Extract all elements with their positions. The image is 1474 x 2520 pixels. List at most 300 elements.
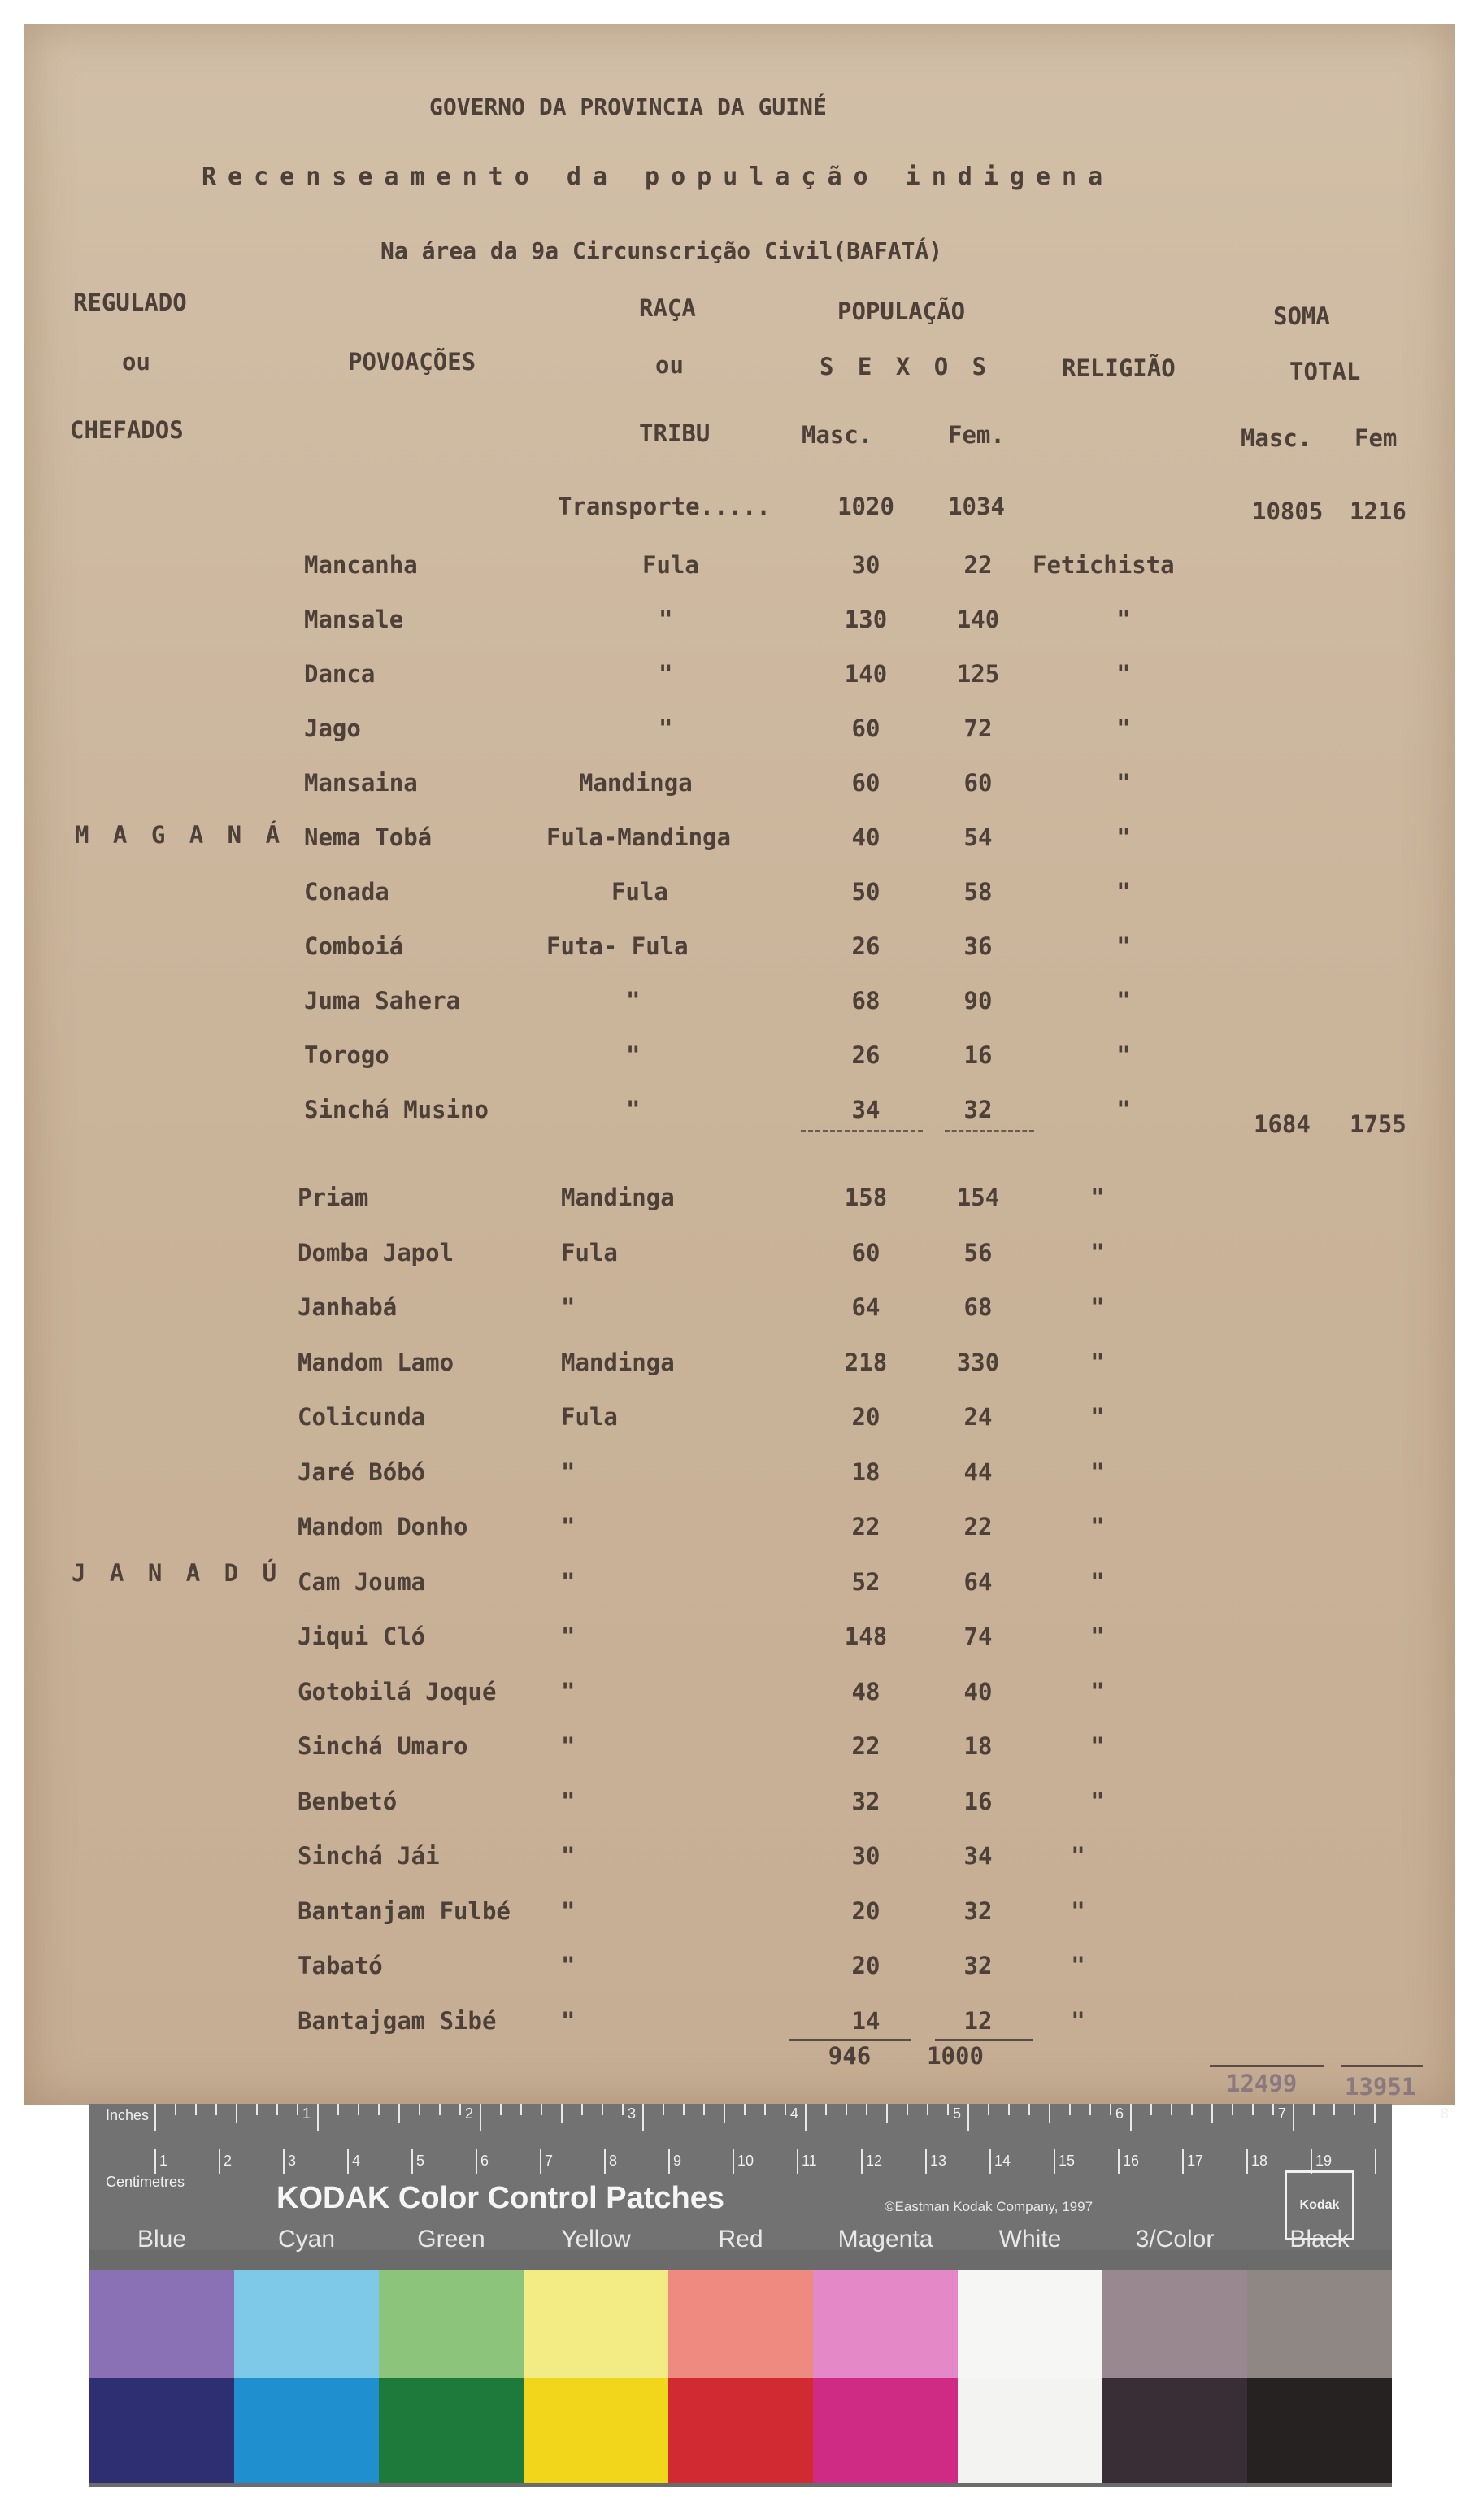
race-tribe: ": [561, 1513, 576, 1540]
male-count: 20: [851, 1952, 880, 1979]
col-raca-3: TRIBU: [639, 419, 711, 447]
color-patch-dark: [524, 2378, 668, 2483]
female-count: 68: [963, 1293, 993, 1321]
village-name: Domba Japol: [298, 1238, 454, 1267]
female-count: 16: [963, 1787, 993, 1815]
village-name: Juma Sahera: [304, 987, 461, 1015]
ruler-tick: [947, 2104, 949, 2115]
col-sexos: S E X O S: [820, 353, 992, 380]
col-regulado-3: CHEFADOS: [70, 416, 184, 444]
col-soma-1: SOMA: [1273, 302, 1330, 330]
female-count: 12: [963, 2006, 993, 2035]
male-count: 26: [851, 1041, 880, 1069]
ruler-tick: [1110, 2104, 1111, 2115]
cm-number: 14: [994, 2153, 1011, 2169]
village-name: Tabató: [298, 1952, 383, 1979]
ruler-tick: [459, 2104, 461, 2115]
patch-label: Green: [417, 2226, 485, 2253]
ruler-tick: [1089, 2104, 1091, 2115]
transport-fem: 1034: [948, 493, 1005, 520]
village-name: Priam: [298, 1184, 369, 1211]
transport-total-fem: 1216: [1350, 497, 1407, 525]
color-patch-light: [958, 2270, 1102, 2378]
race-tribe: ": [626, 1096, 641, 1123]
male-count: 68: [851, 987, 880, 1015]
color-patch-dark: [1247, 2378, 1392, 2483]
village-name: Torogo: [304, 1041, 389, 1069]
male-count: 60: [851, 769, 880, 797]
ruler-tick: [337, 2104, 339, 2115]
kodak-title: KODAK Color Control Patches: [276, 2181, 725, 2215]
race-tribe: ": [659, 660, 673, 688]
religion: ": [1090, 1677, 1105, 1705]
race-tribe: ": [626, 987, 641, 1015]
religion: ": [1090, 1513, 1105, 1540]
race-tribe: ": [561, 1458, 576, 1486]
color-patch-dark: [234, 2378, 379, 2483]
village-name: Jago: [304, 715, 361, 742]
village-name: Gotobilá Joqué: [298, 1677, 497, 1705]
village-name: Sinchá Jái: [298, 1842, 440, 1870]
ruler-tick: [1375, 2149, 1376, 2174]
male-count: 30: [851, 551, 880, 579]
female-count: 125: [956, 660, 1000, 688]
religion: ": [1116, 932, 1131, 960]
race-tribe: Fula: [611, 878, 668, 906]
ruler-tick: [1118, 2149, 1120, 2174]
race-tribe: Fula-Mandinga: [546, 823, 731, 851]
village-name: Cam Jouma: [298, 1567, 426, 1596]
cm-number: 9: [673, 2153, 682, 2169]
male-count: 40: [851, 823, 880, 851]
village-name: Janhabá: [298, 1293, 398, 1321]
ruler-tick: [476, 2149, 477, 2174]
cm-number: 1: [159, 2153, 168, 2169]
ruler-tick: [805, 2104, 807, 2131]
female-count: 32: [963, 1952, 993, 1979]
cm-number: 11: [802, 2153, 817, 2169]
color-patch-light: [1247, 2270, 1392, 2378]
race-tribe: ": [561, 1677, 576, 1705]
race-tribe: ": [561, 1567, 576, 1596]
color-patch-dark: [1102, 2378, 1247, 2483]
female-count: 140: [956, 606, 1000, 633]
ruler-tick: [1054, 2149, 1055, 2174]
ruler-tick: [561, 2104, 563, 2123]
sum-line: [1210, 2065, 1324, 2067]
race-tribe: ": [561, 1623, 576, 1650]
ruler-tick: [927, 2104, 928, 2115]
ruler-tick: [276, 2104, 278, 2115]
ruler-tick: [283, 2149, 285, 2174]
ruler-tick: [668, 2149, 670, 2174]
ruler-tick: [154, 2149, 156, 2174]
female-count: 330: [956, 1348, 1000, 1376]
female-count: 58: [963, 878, 993, 906]
female-count: 36: [963, 932, 993, 960]
ruler-tick: [622, 2104, 624, 2115]
religion: ": [1090, 1403, 1105, 1431]
male-count: 32: [851, 1787, 880, 1815]
header-area: Na área da 9a Circunscrição Civil(BAFATÁ): [380, 237, 943, 264]
inch-number: 7: [1278, 2105, 1287, 2122]
male-count: 60: [851, 715, 880, 742]
village-name: Comboiá: [304, 932, 404, 960]
male-count: 22: [851, 1513, 880, 1540]
color-patch-light: [234, 2270, 379, 2378]
patch-label: Magenta: [837, 2226, 933, 2253]
male-count: 14: [851, 2006, 880, 2035]
inch-number: 3: [628, 2105, 637, 2122]
regulado-janadu: J A N A D Ú: [72, 1559, 282, 1587]
female-count: 16: [963, 1041, 993, 1069]
village-name: Mandom Donho: [298, 1513, 468, 1540]
patch-label: Black: [1289, 2226, 1350, 2253]
ruler-tick: [866, 2104, 867, 2115]
patch-label: Blue: [137, 2226, 187, 2253]
religion: ": [1116, 1096, 1131, 1123]
male-count: 50: [851, 878, 880, 906]
male-count: 22: [851, 1732, 880, 1760]
ruler-tick: [1252, 2104, 1254, 2115]
village-name: Colicunda: [298, 1403, 426, 1431]
cm-number: 5: [416, 2153, 425, 2169]
ruler-tick: [602, 2104, 603, 2115]
col-populacao: POPULAÇÃO: [837, 298, 966, 325]
grand-total-fem: 13951: [1345, 2073, 1416, 2101]
kodak-logo: Kodak: [1285, 2170, 1354, 2240]
transport-label: Transporte.....: [558, 493, 771, 520]
ruler-tick: [785, 2104, 786, 2115]
race-tribe: ": [561, 1897, 576, 1925]
ruler-tick: [500, 2104, 502, 2115]
color-patch-light: [89, 2270, 234, 2378]
ruler-tick: [825, 2104, 827, 2115]
header-government: GOVERNO DA PROVINCIA DA GUINÉ: [429, 93, 827, 120]
ruler-tick: [154, 2104, 156, 2131]
race-tribe: Mandinga: [561, 1348, 675, 1376]
village-name: Conada: [304, 878, 389, 906]
race-tribe: Fula: [561, 1238, 618, 1267]
ruler-tick: [604, 2149, 606, 2174]
sum-line: [789, 2039, 911, 2041]
ruler-tick: [886, 2104, 888, 2123]
ruler-tick: [925, 2149, 927, 2174]
race-tribe: Futa- Fula: [546, 932, 689, 960]
religion: ": [1116, 987, 1131, 1015]
religion: ": [1090, 1293, 1105, 1321]
cm-number: 17: [1187, 2153, 1204, 2169]
sum-line: [1341, 2065, 1423, 2067]
ruler-tick: [642, 2104, 644, 2131]
col-regulado-1: REGULADO: [73, 289, 187, 316]
ruler-tick: [1313, 2104, 1315, 2115]
ruler-tick: [1130, 2104, 1132, 2131]
religion: ": [1071, 1952, 1085, 1979]
janadu-subtotal-masc: 946: [828, 2042, 872, 2070]
inch-number: 6: [1115, 2105, 1124, 2122]
race-tribe: ": [659, 715, 673, 742]
race-tribe: Fula: [642, 551, 699, 579]
female-count: 18: [963, 1732, 993, 1760]
religion: ": [1116, 1041, 1131, 1069]
village-name: Bantanjam Fulbé: [298, 1897, 511, 1925]
inch-number: 8: [1441, 2105, 1450, 2122]
male-count: 60: [851, 1238, 880, 1267]
female-count: 90: [963, 987, 993, 1015]
village-name: Bantajgam Sibé: [298, 2006, 497, 2035]
ruler-tick: [378, 2104, 380, 2115]
magana-total-fem: 1755: [1350, 1110, 1407, 1138]
male-count: 30: [851, 1842, 880, 1870]
village-name: Danca: [304, 660, 376, 688]
village-name: Sinchá Umaro: [298, 1732, 468, 1760]
kodak-color-strip: [89, 2104, 1450, 2487]
ruler-tick: [347, 2149, 349, 2174]
cm-number: 6: [480, 2153, 489, 2169]
ruler-tick: [215, 2104, 217, 2115]
inch-number: 2: [465, 2105, 474, 2122]
religion: ": [1090, 1348, 1105, 1376]
ruler-tick: [1028, 2104, 1030, 2115]
ruler-tick: [398, 2104, 400, 2123]
religion: ": [1116, 606, 1131, 633]
cm-number: 7: [545, 2153, 554, 2169]
male-count: 64: [851, 1293, 880, 1321]
female-count: 22: [963, 551, 993, 579]
female-count: 64: [963, 1567, 993, 1596]
ruler-tick: [419, 2104, 420, 2115]
color-patch-light: [1102, 2270, 1247, 2378]
cm-number: 10: [737, 2153, 754, 2169]
ruler-tick: [1354, 2104, 1355, 2115]
color-patch-dark: [958, 2378, 1102, 2483]
race-tribe: ": [561, 1732, 576, 1760]
ruler-tick: [683, 2104, 685, 2115]
ruler-tick: [195, 2104, 197, 2115]
cm-number: 15: [1059, 2153, 1076, 2169]
col-raca-1: RAÇA: [639, 294, 696, 322]
ruler-tick: [317, 2104, 319, 2131]
race-tribe: ": [561, 1293, 576, 1321]
village-name: Mansaina: [304, 769, 418, 797]
religion: ": [1090, 1238, 1105, 1267]
ruler-tick: [1171, 2104, 1172, 2115]
male-count: 26: [851, 932, 880, 960]
religion: ": [1116, 715, 1131, 742]
village-name: Sinchá Musino: [304, 1096, 489, 1123]
ruler-tick: [967, 2104, 969, 2131]
sum-line: [935, 2039, 1033, 2041]
col-religiao: RELIGIÃO: [1062, 354, 1176, 382]
village-name: Mandom Lamo: [298, 1348, 454, 1376]
col-povoacoes: POVOAÇÕES: [348, 348, 476, 376]
race-tribe: ": [561, 1842, 576, 1870]
color-patch-dark: [813, 2378, 958, 2483]
inches-label: Inches: [106, 2107, 150, 2123]
ruler-tick: [411, 2149, 413, 2174]
village-name: Nema Tobá: [304, 823, 433, 851]
col-soma-2: TOTAL: [1289, 358, 1361, 385]
ruler-tick: [1150, 2104, 1152, 2115]
col-regulado-2: ou: [122, 348, 150, 376]
ruler-tick: [358, 2104, 359, 2115]
race-tribe: ": [561, 2006, 576, 2035]
race-tribe: ": [626, 1041, 641, 1069]
male-count: 48: [851, 1677, 880, 1705]
patch-label: Cyan: [277, 2226, 336, 2253]
race-tribe: Mandinga: [561, 1184, 675, 1211]
female-count: 60: [963, 769, 993, 797]
color-patch-light: [379, 2270, 524, 2378]
ruler-tick: [1008, 2104, 1010, 2115]
ruler-tick: [1049, 2104, 1050, 2123]
header-title: Recenseamento da população indigena: [202, 163, 1115, 191]
patch-label: Yellow: [561, 2226, 631, 2253]
female-count: 40: [963, 1677, 993, 1705]
transport-masc: 1020: [837, 493, 894, 520]
male-count: 148: [844, 1623, 888, 1650]
male-count: 20: [851, 1403, 880, 1431]
ruler-tick: [1333, 2104, 1335, 2115]
cm-number: 2: [224, 2153, 233, 2169]
inch-number: 1: [302, 2105, 311, 2122]
religion: ": [1071, 1842, 1085, 1870]
sum-line: [945, 1130, 1034, 1132]
religion: ": [1116, 878, 1131, 906]
village-name: Mancanha: [304, 551, 418, 579]
religion: ": [1090, 1458, 1105, 1486]
patch-label: Red: [718, 2226, 763, 2253]
cm-number: 12: [866, 2153, 883, 2169]
male-count: 130: [844, 606, 888, 633]
ruler-tick: [256, 2104, 258, 2115]
ruler-tick: [846, 2104, 847, 2115]
color-patch-dark: [379, 2378, 524, 2483]
cm-number: 13: [930, 2153, 947, 2169]
ruler-tick: [1232, 2104, 1233, 2115]
inch-number: 4: [790, 2105, 799, 2122]
race-tribe: ": [561, 1787, 576, 1815]
cm-number: 3: [288, 2153, 297, 2169]
patch-label: 3/Color: [1135, 2226, 1215, 2253]
ruler-tick: [1374, 2104, 1376, 2123]
female-count: 34: [963, 1842, 993, 1870]
ruler-tick: [724, 2104, 725, 2123]
col-soma-masc: Masc.: [1241, 424, 1312, 452]
religion: ": [1090, 1787, 1105, 1815]
ruler-tick: [236, 2104, 237, 2123]
female-count: 32: [963, 1096, 993, 1123]
patch-label: White: [998, 2226, 1062, 2253]
religion: ": [1116, 660, 1131, 688]
female-count: 154: [956, 1184, 1000, 1211]
color-patch-light: [668, 2270, 813, 2378]
race-tribe: Fula: [561, 1403, 618, 1431]
female-count: 44: [963, 1458, 993, 1486]
kodak-copyright: ©Eastman Kodak Company, 1997: [885, 2199, 1094, 2214]
ruler-tick: [1272, 2104, 1274, 2115]
male-count: 34: [851, 1096, 880, 1123]
ruler-tick: [1191, 2104, 1193, 2115]
religion: Fetichista: [1033, 551, 1175, 579]
ruler-tick: [175, 2104, 176, 2115]
ruler-tick: [439, 2104, 441, 2115]
religion: ": [1071, 2006, 1085, 2035]
ruler-tick: [733, 2149, 734, 2174]
color-patch-dark: [89, 2378, 234, 2483]
race-tribe: ": [561, 1952, 576, 1979]
col-raca-2: ou: [655, 351, 684, 379]
ruler-tick: [581, 2104, 583, 2115]
cm-number: 19: [1315, 2153, 1333, 2169]
ruler-tick: [861, 2149, 863, 2174]
janadu-subtotal-fem: 1000: [927, 2042, 984, 2070]
ruler-tick: [907, 2104, 908, 2115]
ruler-tick: [1293, 2104, 1294, 2131]
race-tribe: Mandinga: [579, 769, 693, 797]
ruler-tick: [988, 2104, 989, 2115]
village-name: Mansale: [304, 606, 404, 633]
ruler-tick: [989, 2149, 991, 2174]
female-count: 74: [963, 1623, 993, 1650]
ruler-tick: [663, 2104, 664, 2115]
race-tribe: ": [659, 606, 673, 633]
ruler-tick: [541, 2104, 542, 2115]
female-count: 56: [963, 1238, 993, 1267]
ruler-tick: [520, 2104, 522, 2115]
ruler-tick: [1182, 2149, 1184, 2174]
grand-total-masc: 12499: [1226, 2070, 1298, 2097]
color-patch-dark: [668, 2378, 813, 2483]
village-name: Benbetó: [298, 1787, 398, 1815]
female-count: 72: [963, 715, 993, 742]
ruler-tick: [703, 2104, 705, 2115]
religion: ": [1090, 1623, 1105, 1650]
male-count: 218: [844, 1348, 888, 1376]
sum-line: [801, 1130, 923, 1132]
female-count: 22: [963, 1513, 993, 1540]
inch-number: 5: [953, 2105, 962, 2122]
ruler-tick: [219, 2149, 220, 2174]
male-count: 52: [851, 1567, 880, 1596]
male-count: 18: [851, 1458, 880, 1486]
transport-total-masc: 10805: [1252, 497, 1324, 525]
cm-number: 18: [1251, 2153, 1268, 2169]
col-fem: Fem.: [948, 421, 1005, 449]
centimetres-label: Centimetres: [106, 2174, 185, 2190]
ruler-tick: [1211, 2104, 1213, 2123]
magana-total-masc: 1684: [1254, 1110, 1311, 1138]
male-count: 158: [844, 1184, 888, 1211]
cm-number: 4: [352, 2153, 361, 2169]
regulado-magana: M A G A N Á: [75, 821, 285, 849]
ruler-tick: [297, 2104, 298, 2115]
religion: ": [1116, 823, 1131, 851]
ruler-tick: [764, 2104, 766, 2115]
religion: ": [1090, 1732, 1105, 1760]
male-count: 140: [844, 660, 888, 688]
village-name: Jiqui Cló: [298, 1623, 426, 1650]
ruler-tick: [1069, 2104, 1071, 2115]
female-count: 32: [963, 1897, 993, 1925]
color-patch-light: [813, 2270, 958, 2378]
ruler-tick: [797, 2149, 798, 2174]
village-name: Jaré Bóbó: [298, 1458, 426, 1486]
cm-number: 8: [609, 2153, 618, 2169]
col-soma-fem: Fem: [1354, 424, 1398, 452]
ruler-tick: [480, 2104, 481, 2131]
